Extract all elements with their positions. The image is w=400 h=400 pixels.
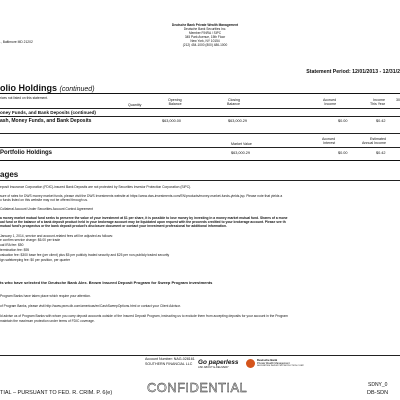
- col-market-value: Market Value: [231, 142, 252, 146]
- message-paragraph: ual fund or the balance of a bank deposit product held in your brokerage account may be liquidated upon request with the proceeds credited to your brokerage account. Please see th: [0, 220, 286, 224]
- statement-period: Statement Period: 12/01/2013 - 12/31/2: [306, 69, 400, 75]
- message-paragraph: eposit Insurance Corporation (FDIC)-insured Bank Deposits are not protected by Securities Investor Protection Corporation (SIPC).: [0, 185, 192, 189]
- firm-address-block: [160, 24, 250, 47]
- confidential-stamp: CONFIDENTIAL: [147, 380, 248, 395]
- portfolio-bottom-rule: [0, 160, 400, 161]
- confidential-line: TIAL – PURSUANT TO FED. R. CRIM. P. 6(e): [0, 390, 113, 396]
- message-paragraph: ld advise us of Program Banks with whom you carry deposit accounts outside of the Insured Deposit Program, instructing us to exclude them from accepting deposits for your account in the Program: [0, 314, 288, 318]
- col-accrued-income: Accrued Income: [323, 98, 337, 107]
- message-link-paragraph: of Program Banks, please visit http://www.pwm.db.com/americas/en/CashSweepOptions.html or contact your Client Advisor.: [0, 304, 181, 308]
- message-paragraph: Program Banks have taken place which require your attention.: [0, 294, 91, 298]
- portfolio-total-market-value: $63,000.29: [231, 151, 251, 155]
- account-number-label: Account Number:: [145, 357, 173, 361]
- col-opening-balance: Opening Balance: [168, 98, 182, 107]
- portfolio-total-annual: $0.42: [376, 151, 386, 155]
- page-title-continued: (continued): [59, 86, 95, 93]
- sipc-line: SECURITIES INVESTOR PROTECTION CORP.: [257, 365, 305, 368]
- firm-line: 345 Park Avenue, 15th Floor: [184, 34, 226, 39]
- account-number-value: NAG-028161: [173, 357, 195, 361]
- col-accrued-interest: Accrued Interest: [322, 137, 336, 146]
- message-paragraph: sure of rates for DWS money market funds, please visit the DWS Investments website at https://www.dws-investments.com/EN/products/money-market-funds-yields.jsp. Please note that yields a: [0, 194, 283, 198]
- page-title: [0, 83, 95, 93]
- firm-line: Member FINRA / SIPC: [188, 30, 222, 35]
- row-total-ytd: $0.42: [376, 119, 386, 123]
- row-total-closing: $63,000.29: [228, 119, 248, 123]
- message-paragraph: o funds listed on this website may not be offered through us.: [0, 198, 88, 202]
- firm-line: Deutsche Bank Securities Inc.: [183, 26, 227, 31]
- col-edge: 30: [396, 98, 400, 102]
- client-address: ., Baltimore MD 21202: [0, 40, 33, 44]
- message-paragraph: maintain the maximum protection under terms of FDIC coverage.: [0, 319, 95, 323]
- group-rule: [0, 116, 400, 117]
- message-paragraph: Collateral Account Under Securities Account Control Agreement: [0, 207, 93, 211]
- sipc-line: Deutsche Bank: [257, 358, 278, 362]
- firm-line: New York, NY 10154: [190, 38, 220, 43]
- portfolio-rule: [0, 147, 400, 148]
- sipc-mark-icon: [246, 359, 255, 368]
- message-paragraph: January 1, 2014, service and account-related fees will be adjusted as follows:: [0, 234, 113, 238]
- row-total-accrued: $0.00: [338, 119, 348, 123]
- col-income-this-year: Income This Year: [370, 98, 385, 107]
- message-heading-sweep: ts who have selected the Deutsche Bank Alex. Brown Insured Deposit Program for Sweep Program investments: [0, 280, 213, 285]
- account-name: SOUTHERN FINANCIAL LLC: [145, 362, 193, 366]
- fee-item: termination fee: $95: [0, 248, 30, 252]
- row-total-opening: $63,000.00: [162, 119, 182, 123]
- fee-item: e confirm service charge: $6.00 per trade: [0, 238, 61, 242]
- messages-heading: ages: [0, 170, 19, 179]
- firm-line: (212) 454-1000 (800) 486-1000: [182, 42, 228, 47]
- fee-item: ual IRA fee: $50: [0, 243, 24, 247]
- page-title-text: olio Holdings: [0, 83, 57, 93]
- message-paragraph: mutual fund's prospectus or the bank deposit product's disclosure document or contact your investment professional for additional information.: [0, 224, 227, 228]
- message-paragraph: a money market mutual fund seeks to preserve the value of your investment at $1 per share, it is possible to lose money by investing in a money market mutual fund. Shares of a mone: [0, 216, 288, 220]
- footer-rule: [0, 355, 400, 356]
- col-closing-balance: Closing Balance: [227, 98, 240, 107]
- row-total-label: ash, Money Funds, and Bank Deposits: [0, 118, 92, 124]
- header-rule: [0, 93, 400, 94]
- fee-item: valuation fee: $300 base fee (per client) plus $5 per publicly traded security and $25 per non-publicly traded security: [0, 253, 170, 257]
- portfolio-total-accrued: $0.00: [338, 151, 348, 155]
- go-paperless-text: Go paperless: [198, 359, 239, 366]
- sipc-line: Private Wealth Management: [257, 362, 290, 366]
- col-quantity: Quantity: [128, 103, 142, 107]
- bates-top: SDNY_0: [368, 382, 388, 388]
- portfolio-total-label: Portfolio Holdings: [0, 150, 52, 156]
- firm-line: Deutsche Bank Private Wealth Management: [171, 23, 239, 27]
- col-rule: [0, 108, 400, 109]
- total-rule: [0, 133, 400, 134]
- bates-number: DB-SDN: [367, 390, 389, 396]
- footnote-top: rices not listed on this statement.: [0, 96, 49, 100]
- row-group-label: oney Funds, and Bank Deposits (continued): [0, 110, 96, 115]
- messages-rule: [0, 180, 400, 181]
- go-paperless-logo: [198, 359, 239, 369]
- sipc-logo: [246, 359, 316, 368]
- fee-item: ign safekeeping fee: $0 per position, per quarter: [0, 258, 71, 262]
- go-paperless-sub: ASK ABOUT E-DELIVERY: [198, 366, 229, 369]
- col-est-annual-income: Estimated Annual Income: [362, 137, 386, 146]
